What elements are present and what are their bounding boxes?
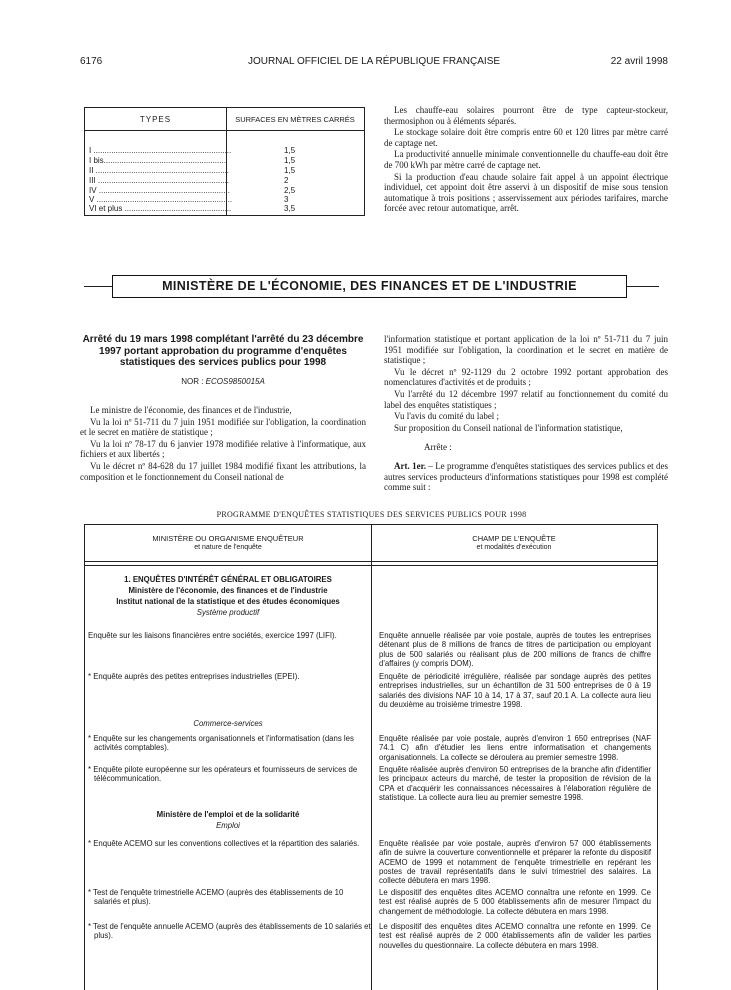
nor-reference: NOR : ECOS9850015A [181,376,265,386]
subsection-heading: Emploi [216,821,240,830]
paragraph: Vu le décret nº 92-1129 du 2 octobre 1992 portant approbation des nomenclatures d'activités et de produits ; [384,366,668,388]
paragraph: Les chauffe-eau solaires pourront être de type capteur-stockeur, thermosiphon ou à éléments séparés. [384,105,668,126]
survey-name: * Test de l'enquête trimestrielle ACEMO (auprès des établissements de 10 salariés et plus). [88,888,344,907]
paragraph: Le stockage solaire doit être compris entre 60 et 120 litres par mètre carré de captage net. [384,127,668,148]
survey-name: * Enquête sur les changements organisationnels et l'informatisation (dans les activités comptables). [88,734,354,753]
page-header [80,56,668,72]
survey-desc: Enquête annuelle réalisée par voie postale, auprès de toutes les entreprises détenant plus de 8 millions de francs de titres de participation ou employant plus de 500 salariés ou réalisant plus de 200 millions de francs de chiffre d'affaires (y compris DOM). [379,631,651,668]
ministry-banner: MINISTÈRE DE L'ÉCONOMIE, DES FINANCES ET DE L'INDUSTRIE [112,275,627,298]
paragraph: Le ministre de l'économie, des finances et de l'industrie, [90,405,292,416]
arrete-left-column [80,334,366,483]
paragraph: Si la production d'eau chaude solaire fait appel à un appoint électrique individuel, cet appoint doit être asservi à un dispositif de mise sous tension automatique à trois positions ; asservissement aux périodes tarifaires, marche forcée avec retour automatique, arrêt. [384,171,668,214]
survey-desc: Enquête réalisée par voie postale, auprès d'environ 1 650 entreprises (NAF 74.1 C) afin d'étudier les liens entre informatisation et changements organisationnels. La collecte se déroulera au premier semestre 1998. [379,734,651,762]
paragraph: Vu la loi nº 78-17 du 6 janvier 1978 modifiée relative à l'informatique, aux fichiers et aux libertés ; [80,438,366,460]
paragraph: Vu l'avis du comité du label ; [394,411,500,422]
survey-desc: Enquête de périodicité irrégulière, réalisée par sondage auprès des petites entreprises industrielles, sur un échantillon de 31 500 entreprises de 0 à 19 salariés des divisions NAF 10 à 14, 17 à 37, sauf 20.1 A. La collecte aura lieu du deuxième au troisième trimestre 1998. [379,672,651,709]
subsection-heading: Système productif [196,608,260,617]
paragraph: La productivité annuelle minimale conventionnelle du chauffe-eau doit être de 700 kWh par mètre carré de captage net. [384,149,668,170]
survey-desc: Le dispositif des enquêtes dites ACEMO connaîtra une refonte en 1999. Ce test est réalisé auprès de 5 000 établissements afin de mesurer l'impact du changement de méthodologie. La collecte débutera en mars 1998. [379,888,651,916]
survey-name: * Enquête ACEMO sur les conventions collectives et la répartition des salariés. [88,839,360,848]
page-number: 6176 [80,56,103,67]
paragraph: Vu le décret nº 84-628 du 17 juillet 1984 modifié fixant les attributions, la composition et le fonctionnement du Conseil national de [80,461,366,482]
paragraph: Vu la loi nº 51-711 du 7 juin 1951 modifiée sur l'obligation, la coordination et le secret en matière de statistique ; [80,416,366,438]
arrete-title: Arrêté du 19 mars 1998 complétant l'arrêté du 23 décembre 1997 portant approbation du programme d'enquêtes statistiques des services publics pour 1998 [82,334,364,368]
ministry-heading: Ministère de l'économie, des finances et de l'industrie [128,586,328,595]
subsection-heading: Commerce-services [193,719,263,728]
arrete-word: Arrête : [424,442,452,453]
paragraph: l'information statistique et portant application de la loi nº 51-711 du 7 juin 1951 modifiée sur l'obligation, la coordination et le secret en matière de statistique ; [384,334,668,366]
ministry-heading: Ministère de l'emploi et de la solidarité [156,810,300,819]
journal-title: JOURNAL OFFICIEL DE LA RÉPUBLIQUE FRANÇAISE [247,56,501,67]
program-title: PROGRAMME D'ENQUÊTES STATISTIQUES DES SERVICES PUBLICS POUR 1998 [216,510,527,519]
survey-desc: Enquête réalisée par voie postale, auprès d'environ 57 000 établissements afin de suivre la couverture conventionnelle et préparer la refonte du dispositif ACEMO de 1999 et notamment de l'enquête trimestrielle en repérant les postes de travail représentatifs dans le suivi trimestriel des salaires. La collecte débutera en mars 1998. [379,839,651,886]
solar-heater-text [384,105,668,215]
survey-desc: Enquête réalisée auprès d'environ 50 entreprises de la branche afin d'identifier les principaux acteurs du marché, de tester la proposition de révision de la CPA et d'acquérir les connaissances nécessaires à l'élaboration régulière de statistique. La collecte aura lieu au premier semestre 1998. [379,765,651,802]
arrete-right-column [384,334,668,494]
col1-header: MINISTÈRE OU ORGANISME ENQUÊTEUR et nature de l'enquête [152,534,304,551]
issue-date: 22 avril 1998 [610,56,668,67]
types-header: TYPES [139,115,172,124]
survey-name: * Test de l'enquête annuelle ACEMO (auprès des établissements de 10 salariés et plus). [88,922,371,941]
program-table [84,524,658,990]
survey-name: * Enquête auprès des petites entreprises industrielles (EPEI). [88,672,300,681]
surfaces-header: SURFACES EN MÈTRES CARRÉS [235,115,355,124]
surfaces-table: TYPES SURFACES EN MÈTRES CARRÉS I .............................................................. 1,5 I bis....................................................... 1,5 II ............................................................ 1,5 III ........................................................... 2 IV ........................................................... 2,5 V ............................................................. 3 VI et plus ................................................ 3,5 [84,107,365,216]
paragraph: Sur proposition du Conseil national de l'information statistique, [394,422,623,433]
survey-name: * Enquête pilote européenne sur les opérateurs et fournisseurs de services de télécommunication. [88,765,358,784]
col2-header: CHAMP DE L'ENQUÊTE et modalités d'exécution [472,534,556,551]
survey-desc: Le dispositif des enquêtes dites ACEMO connaîtra une refonte en 1999. Ce test est réalisé auprès de 2 000 établissements afin de valider les parties nouvelles du questionnaire. La collecte débutera en mars 1998. [379,922,651,950]
section-heading: 1. ENQUÊTES D'INTÉRÊT GÉNÉRAL ET OBLIGATOIRES [124,575,332,584]
paragraph: Vu l'arrêté du 12 décembre 1997 relatif au fonctionnement du comité du label des enquêtes statistiques ; [384,388,668,410]
survey-name: Enquête sur les liaisons financières entre sociétés, exercice 1997 (LIFI). [88,631,337,640]
institute-heading: Institut national de la statistique et des études économiques [116,597,340,606]
article-1: Art. 1er. – Le programme d'enquêtes statistiques des services publics et des autres services producteurs d'informations statistiques pour 1998 est complété comme suit : [384,460,668,493]
